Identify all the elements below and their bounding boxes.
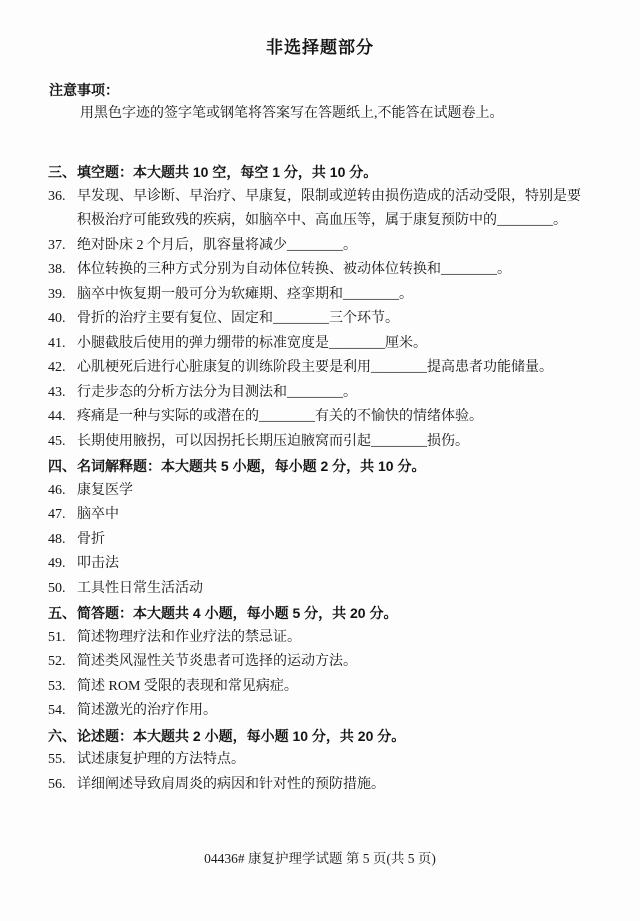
question-marker: 44.: [48, 409, 66, 424]
question-marker: 三、: [48, 164, 76, 180]
question-row: [48, 332, 593, 357]
question-marker: 45.: [48, 433, 66, 449]
question-text: 简答题：本大题共 4 小题，每小题 5 分，共 20 分。: [77, 605, 398, 621]
question-row: [48, 650, 593, 675]
question-marker: 47.: [48, 507, 66, 522]
question-text: 康复医学: [77, 482, 133, 498]
question-text: 简述物理疗法和作业疗法的禁忌证。: [77, 629, 301, 645]
question-row: [48, 699, 593, 724]
question-marker: 39.: [48, 286, 66, 302]
section-heading-row: [48, 724, 593, 749]
question-marker: 37.: [48, 237, 66, 253]
question-text: 长期使用腋拐，可以因拐托长期压迫腋窝而引起________损伤。: [77, 433, 469, 449]
question-row: [48, 381, 593, 406]
question-row: [48, 430, 593, 455]
question-row: [48, 528, 593, 553]
question-marker: 41.: [48, 335, 66, 351]
question-text: 脑卒中: [77, 507, 119, 522]
notice-heading: 注意事项：: [49, 82, 119, 98]
question-marker: 53.: [48, 678, 66, 694]
section-heading-row: [48, 601, 593, 626]
question-marker: 五、: [48, 605, 76, 621]
section-heading-row: [48, 160, 593, 185]
question-row: [48, 307, 593, 332]
question-marker: 42.: [48, 360, 66, 375]
question-text: 详细阐述导致肩周炎的病因和针对性的预防措施。: [77, 776, 385, 792]
question-text: 简述激光的治疗作用。: [77, 703, 217, 718]
question-row: [48, 356, 593, 381]
question-row: [48, 748, 593, 773]
question-marker: 38.: [48, 262, 66, 277]
question-marker: 54.: [48, 703, 66, 718]
section-heading-row: [48, 454, 593, 479]
question-row: [48, 258, 593, 283]
question-text: 论述题：本大题共 2 小题，每小题 10 分，共 20 分。: [77, 727, 406, 744]
question-marker: 56.: [48, 776, 66, 792]
question-text: 心肌梗死后进行心脏康复的训练阶段主要是利用________提高患者功能储量。: [77, 360, 553, 375]
question-marker: 55.: [48, 752, 66, 767]
question-row: [48, 626, 593, 651]
question-marker: 四、: [48, 458, 76, 474]
question-text: 骨折: [77, 531, 105, 547]
question-marker: 52.: [48, 654, 66, 669]
question-text: 填空题：本大题共 10 空，每空 1 分，共 10 分。: [77, 164, 378, 180]
question-marker: 48.: [48, 531, 66, 547]
question-text: 疼痛是一种与实际的或潜在的________有关的不愉快的情绪体验。: [77, 409, 483, 424]
question-text: 早发现、早诊断、早治疗、早康复，限制或逆转由损伤造成的活动受限，特别是要积极治疗可能致残的疾病，如脑卒中、高血压等，属于康复预防中的________。: [77, 188, 581, 228]
question-marker: 46.: [48, 482, 66, 498]
question-marker: 50.: [48, 580, 66, 596]
question-text: 简述 ROM 受限的表现和常见病症。: [77, 678, 298, 694]
question-marker: 40.: [48, 311, 66, 326]
question-text: 绝对卧床 2 个月后，肌容量将减少________。: [77, 237, 357, 253]
question-text: 小腿截肢后使用的弹力绷带的标准宽度是________厘米。: [77, 335, 427, 351]
question-text: 试述康复护理的方法特点。: [77, 752, 245, 767]
question-row: [48, 405, 593, 430]
question-text: 行走步态的分析方法分为目测法和________。: [77, 384, 357, 400]
question-row: [48, 577, 593, 602]
question-row: [48, 773, 593, 798]
page-footer: 04436# 康复护理学试题 第 5 页(共 5 页): [204, 851, 436, 866]
question-text: 骨折的治疗主要有复位、固定和________三个环节。: [77, 311, 399, 326]
question-row: [48, 234, 593, 259]
question-text: 叩击法: [77, 556, 119, 571]
question-text: 简述类风湿性关节炎患者可选择的运动方法。: [77, 654, 357, 669]
question-marker: 49.: [48, 556, 66, 571]
question-row: [48, 185, 593, 234]
question-text: 脑卒中恢复期一般可分为软瘫期、痉挛期和________。: [77, 286, 413, 302]
question-text: 工具性日常生活活动: [77, 580, 203, 596]
question-text: 名词解释题：本大题共 5 小题，每小题 2 分，共 10 分。: [77, 458, 426, 474]
question-marker: 43.: [48, 384, 66, 400]
question-row: [48, 675, 593, 700]
page-title: 非选择题部分: [266, 38, 374, 57]
question-text: 体位转换的三种方式分别为自动体位转换、被动体位转换和________。: [77, 262, 511, 277]
question-list: [48, 160, 593, 797]
question-marker: 36.: [48, 188, 66, 204]
question-row: [48, 283, 593, 308]
notice-body: 用黑色字迹的签字笔或钢笔将答案写在答题纸上,不能答在试题卷上。: [80, 106, 504, 121]
question-row: [48, 503, 593, 528]
question-marker: 51.: [48, 629, 66, 645]
question-row: [48, 552, 593, 577]
question-row: [48, 479, 593, 504]
question-marker: 六、: [48, 727, 76, 744]
